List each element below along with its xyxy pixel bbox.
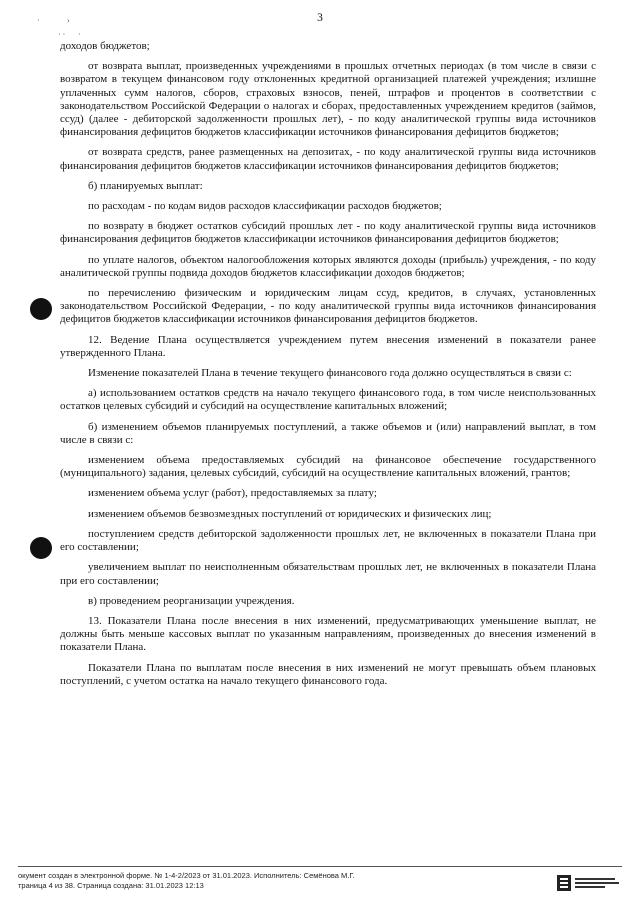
paragraph: по уплате налогов, объектом налогообложения которых являются доходы (прибыль) учреждения, - по коду аналитической группы подвида доходов бюджетов классификации доходов бюджетов;: [60, 253, 596, 279]
paragraph: изменением объемов безвозмездных поступлений от юридических и физических лиц;: [88, 507, 492, 520]
scan-artifact: ·: [78, 30, 81, 39]
footer-document-info: окумент создан в электронной форме. № 1-4-2/2023 от 31.01.2023. Исполнитель: Семёнова М.Г.: [18, 871, 355, 880]
paragraph: по расходам - по кодам видов расходов классификации расходов бюджетов;: [88, 200, 442, 213]
footer-page-info: траница 4 из 38. Страница создана: 31.01.2023 12:13: [18, 880, 204, 890]
paragraph: изменением объема услуг (работ), предоставляемых за плату;: [88, 487, 377, 500]
footer-info: [18, 871, 478, 890]
page-number: 3: [317, 12, 323, 24]
government-logo: [556, 872, 626, 894]
paragraph: Изменение показателей Плана в течение текущего финансового года должно осуществляться в связи с:: [88, 367, 572, 380]
scan-artifact: ·: [37, 16, 40, 25]
paragraph: б) планируемых выплат:: [88, 179, 203, 192]
paragraph: изменением объема предоставляемых субсидий на финансовое обеспечение государственного (муниципального) задания, целевых субсидий, субсидий на осуществление капитальных вложений, грантов;: [60, 454, 596, 480]
scan-artifact: ›: [67, 16, 70, 25]
paragraph: доходов бюджетов;: [60, 40, 150, 52]
punch-hole: [30, 537, 52, 559]
paragraph: от возврата средств, ранее размещенных на депозитах, - по коду аналитической группы вида источников финансирования дефицитов бюджетов классификации источников финансирования дефицитов бюджетов;: [60, 146, 596, 172]
paragraph: 13. Показатели Плана после внесения в них изменений, предусматривающих уменьшение выплат, не должны быть меньше кассовых выплат по указанным направлениям, произведенных до внесения изменений в показатели Плана.: [60, 614, 596, 654]
government-emblem-icon: [556, 874, 572, 892]
paragraph: поступлением средств дебиторской задолженности прошлых лет, не включенных в показатели Плана при его составлении;: [60, 527, 596, 554]
paragraph: а) использованием остатков средств на начало текущего финансового года, в том числе неиспользованных остатков целевых субсидий и субсидий на осуществление капитальных вложений;: [60, 387, 596, 413]
paragraph: Показатели Плана по выплатам после внесения в них изменений не могут превышать объем плановых поступлений, с учетом остатка на начало текущего финансового года.: [60, 661, 596, 687]
paragraph: б) изменением объемов планируемых поступлений, а также объемов и (или) направлений выплат, в том числе в связи с:: [60, 420, 596, 446]
document-body: [60, 40, 596, 695]
punch-hole: [30, 298, 52, 320]
paragraph: в) проведением реорганизации учреждения.: [88, 594, 295, 607]
paragraph: увеличением выплат по неисполненным обязательствам прошлых лет, не включенных в показатели Плана при его составлении;: [60, 561, 596, 587]
scan-artifact: · ·: [58, 30, 66, 39]
paragraph: по перечислению физическим и юридическим лицам ссуд, кредитов, в случаях, установленных законодательством Российской Федерации, - по коду аналитической группы вида источников финансирования дефицитов бюджетов классификации источников финансирования дефицитов бюджетов.: [60, 287, 596, 326]
paragraph: по возврату в бюджет остатков субсидий прошлых лет - по коду аналитической группы вида источников финансирования дефицитов бюджетов классификации источников финансирования дефицитов бюджетов;: [60, 220, 596, 246]
footer-divider: [18, 866, 622, 867]
logo-wordmark: [575, 878, 619, 888]
paragraph: 12. Ведение Плана осуществляется учреждением путем внесения изменений в показатели ранее утвержденного Плана.: [60, 333, 596, 359]
paragraph: от возврата выплат, произведенных учреждениями в прошлых отчетных периодах (в том числе в связи с возвратом в текущем финансовом году отклоненных кредитной организацией платежей учреждения; излишне уплаченных сумм налогов, сборов, страховых взносов, пеней, штрафов и процентов в соответствии с законодательством Российской Федерации о налогах и сборах, предоставленных учреждением кредитов (займов, ссуд) (далее - дебиторской задолженности прошлых лет), - по коду аналитической группы вида источников финансирования дефицитов бюджетов классификации источников финансирования дефицитов бюджетов;: [60, 60, 596, 139]
